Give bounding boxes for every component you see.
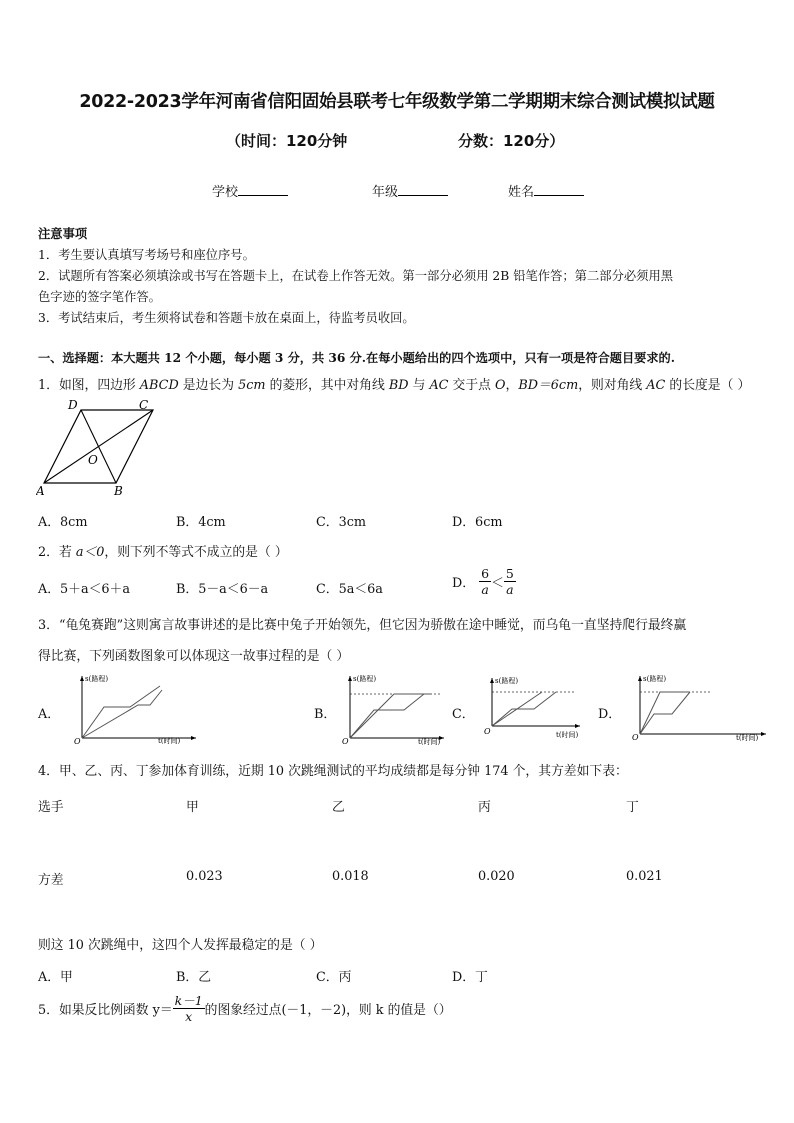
q3-option-d-label[interactable]: D．: [598, 707, 622, 722]
y-axis-label: s(路程): [85, 675, 109, 683]
q2-d-label: D．: [452, 576, 476, 591]
q1-text: 是边长为: [178, 378, 239, 393]
q2-option-d[interactable]: [452, 566, 516, 597]
frac-num: 5: [505, 566, 514, 581]
fraction-6-over-a: [479, 566, 491, 597]
fraction-5-over-a: [504, 566, 516, 597]
question-3-line2: 得比赛，下列函数图象可以体现这一故事过程的是（ ）: [38, 649, 350, 664]
rhombus-figure: [36, 396, 166, 500]
q3-graph-d[interactable]: [620, 672, 770, 746]
q4-option-c[interactable]: C．丙: [316, 970, 352, 985]
q1-option-c[interactable]: C．3cm: [316, 515, 367, 530]
x-axis-label: t(时间): [736, 734, 759, 742]
q2-option-a[interactable]: A．5＋a＜6＋a: [38, 582, 130, 597]
diagonal-bd: [81, 410, 116, 483]
q3-option-c-label[interactable]: C．: [452, 707, 475, 722]
q4-option-b[interactable]: B．乙: [176, 970, 211, 985]
q5-text: 5．如果反比例函数 y＝: [38, 1003, 173, 1018]
table-header-cell: 丁: [626, 800, 639, 815]
table-cell: 0.018: [332, 869, 369, 884]
q1-quad: ABCD: [139, 378, 179, 393]
q1-option-a[interactable]: A．8cm: [38, 515, 88, 530]
q3-option-a-label[interactable]: A．: [38, 707, 61, 722]
question-2: [38, 541, 288, 560]
less-than: ＜: [491, 576, 504, 591]
q1-side: 5cm: [238, 378, 266, 393]
vertex-c: C: [139, 398, 149, 412]
q3-graph-b[interactable]: [332, 672, 450, 746]
table-header-cell: 选手: [38, 800, 64, 815]
q4-option-d[interactable]: D．丁: [452, 970, 488, 985]
table-cell: 方差: [38, 873, 64, 888]
vertex-d: D: [68, 398, 78, 412]
frac-num: k－1: [174, 993, 203, 1008]
question-3-line1: 3．“龟兔赛跑”这则寓言故事讲述的是比赛中兔子开始领先，但它因为骄傲在途中睡觉，而乌龟一直坚持爬行最终赢: [38, 618, 687, 633]
school-field: [212, 181, 288, 200]
question-1: [38, 374, 750, 393]
question-4-ask: 则这 10 次跳绳中，这四个人发挥最稳定的是（ ）: [38, 938, 323, 953]
table-header-cell: 丙: [478, 800, 491, 815]
q1-bd: BD: [388, 378, 409, 393]
q1-text: ，: [505, 378, 519, 393]
center-o: O: [88, 453, 98, 467]
name-label: 姓名: [508, 185, 535, 200]
name-blank[interactable]: [534, 183, 584, 196]
frac-den: x: [185, 1009, 193, 1024]
grade-label: 年级: [372, 185, 399, 200]
exam-time: （时间：120分钟: [226, 132, 348, 150]
frac-den: a: [481, 582, 489, 597]
school-label: 学校: [212, 185, 239, 200]
grade-blank[interactable]: [398, 183, 448, 196]
q5-text: 的图象经过点(－1，－2)，则 k 的值是（）: [204, 1003, 452, 1018]
x-axis-label: t(时间): [556, 731, 579, 739]
vertex-b: B: [114, 484, 123, 498]
question-5: [38, 993, 452, 1024]
q1-o: O: [495, 378, 506, 393]
q3-graph-c[interactable]: [476, 674, 586, 740]
q4-option-a[interactable]: A．甲: [38, 970, 73, 985]
q1-text: 交于点: [448, 378, 496, 393]
notice-heading: 注意事项: [38, 226, 88, 241]
origin-label: O: [632, 733, 639, 742]
x-axis-label: t(时间): [158, 737, 181, 745]
table-cell: 0.020: [478, 869, 515, 884]
table-cell: 0.023: [186, 869, 223, 884]
q1-ac: AC: [646, 378, 666, 393]
school-blank[interactable]: [238, 183, 288, 196]
q1-option-b[interactable]: B．4cm: [176, 515, 226, 530]
table-header-cell: 乙: [332, 800, 345, 815]
q3-option-b-label[interactable]: B．: [314, 707, 337, 722]
q1-bd-value: BD＝6cm: [518, 378, 579, 393]
q2-text: ，则下列不等式不成立的是（ ）: [104, 545, 288, 560]
frac-den: a: [506, 582, 514, 597]
q1-option-d[interactable]: D．6cm: [452, 515, 503, 530]
fraction-k-minus-1-over-x: [173, 993, 205, 1024]
q2-text: 2．若: [38, 545, 76, 560]
notice-item: 1．考生要认真填写考场号和座位序号。: [38, 248, 255, 262]
q2-option-b[interactable]: B．5－a＜6－a: [176, 582, 269, 597]
y-axis-label: s(路程): [353, 675, 377, 683]
q1-text: 的长度是（ ）: [665, 378, 751, 393]
q2-condition: a＜0: [75, 545, 105, 560]
section-heading: 一、选择题：本大题共 12 个小题，每小题 3 分，共 36 分.在每小题给出的四个选项中，只有一项是符合题目要求的.: [38, 351, 675, 365]
vertex-a: A: [36, 484, 45, 498]
q1-ac: AC: [429, 378, 449, 393]
notice-item: 色字迹的签字笔作答。: [38, 290, 161, 304]
name-field: [508, 181, 584, 200]
page-title: 2022-2023学年河南省信阳固始县联考七年级数学第二学期期末综合测试模拟试题: [79, 92, 715, 112]
q1-text: 与: [408, 378, 430, 393]
q1-text: ，则对角线: [578, 378, 647, 393]
y-axis-label: s(路程): [495, 677, 519, 685]
y-axis-label: s(路程): [643, 675, 667, 683]
table-header-cell: 甲: [186, 800, 199, 815]
origin-label: O: [74, 737, 81, 746]
q1-text: 的菱形，其中对角线: [265, 378, 389, 393]
notice-item: 2．试题所有答案必须填涂或书写在答题卡上，在试卷上作答无效。第一部分必须用 2B 铅笔作答；第二部分必须用黑: [38, 269, 674, 283]
q2-option-c[interactable]: C．5a＜6a: [316, 582, 383, 597]
frac-num: 6: [481, 566, 490, 581]
notice-item: 3．考试结束后，考生须将试卷和答题卡放在桌面上，待监考员收回。: [38, 311, 415, 325]
question-4: 4．甲、乙、丙、丁参加体育训练，近期 10 次跳绳测试的平均成绩都是每分钟 174 个，其方差如下表：: [38, 764, 628, 779]
q3-graph-a[interactable]: [62, 672, 202, 746]
origin-label: O: [484, 727, 491, 736]
q1-text: 1．如图，四边形: [38, 378, 140, 393]
exam-score: 分数：120分）: [458, 132, 565, 150]
origin-label: O: [342, 737, 349, 746]
table-cell: 0.021: [626, 869, 663, 884]
grade-field: [372, 181, 448, 200]
x-axis-label: t(时间): [418, 738, 441, 746]
